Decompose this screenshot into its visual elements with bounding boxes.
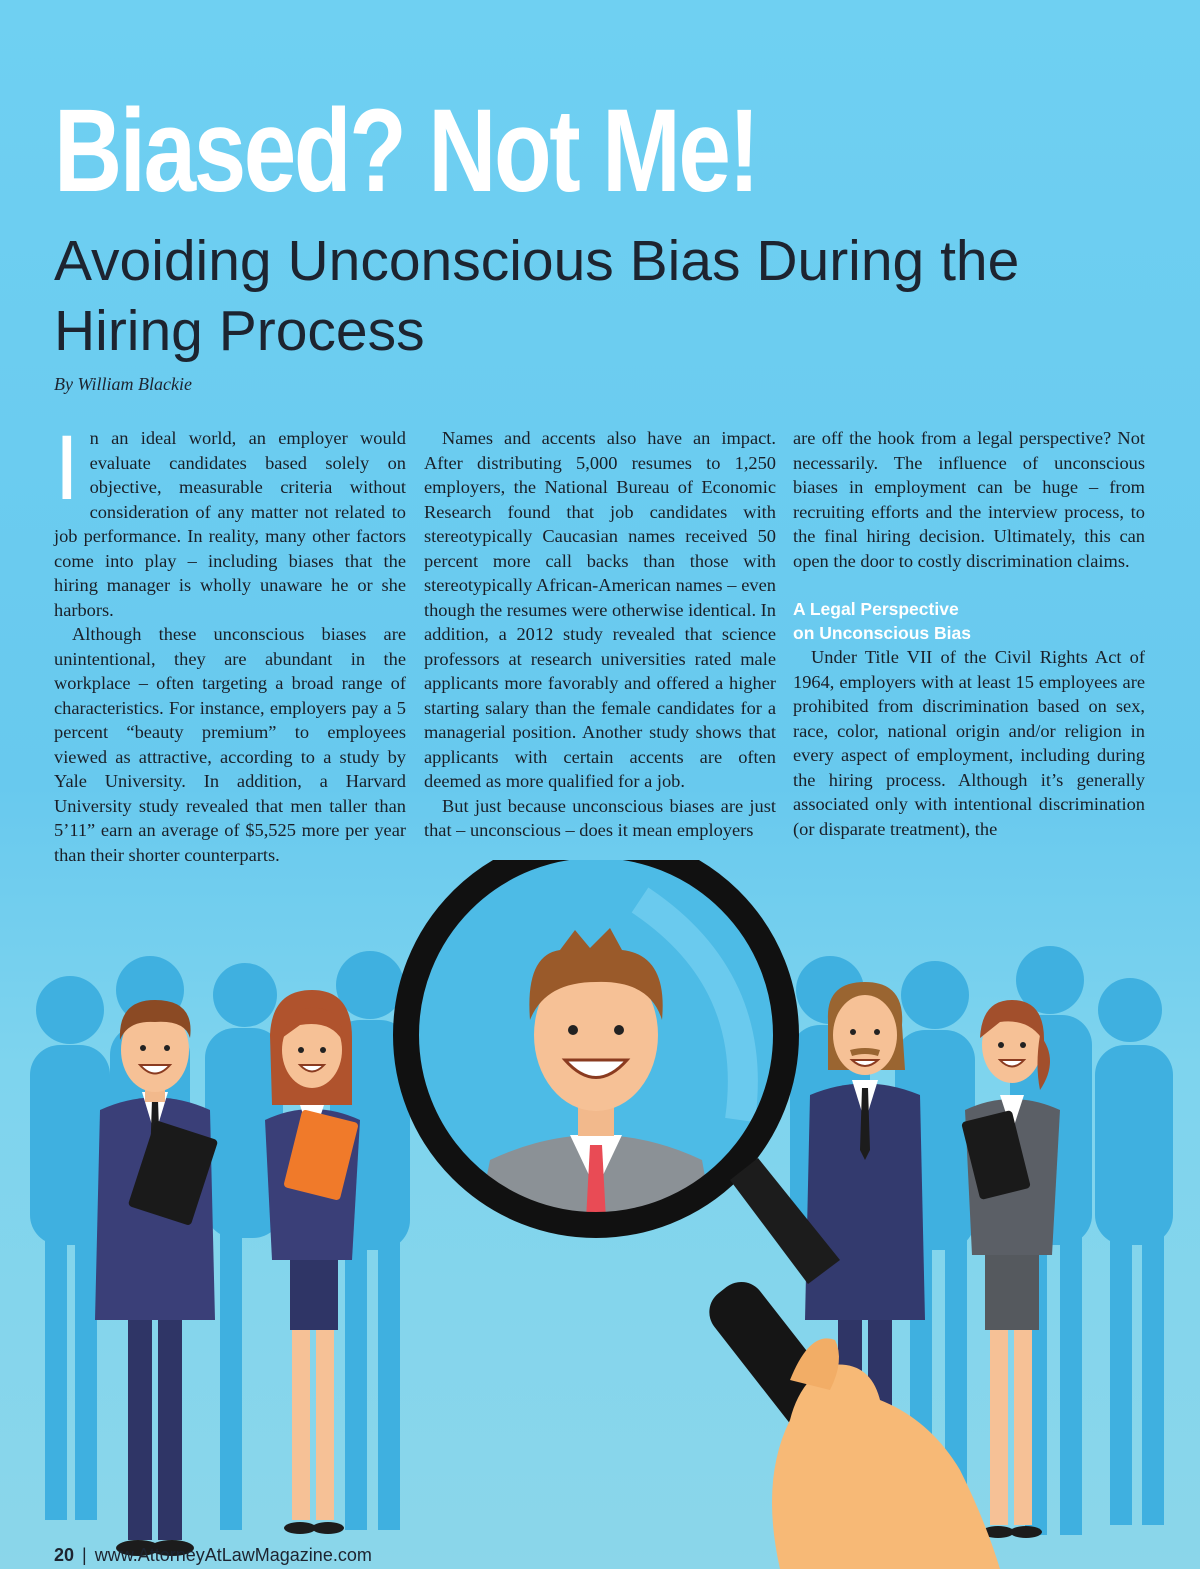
hiring-illustration [0,860,1200,1569]
paragraph: Under Title VII of the Civil Rights Act of 1964, employers with at least 15 employees are prohibited from discrimination based on sex, race, color, national origin and/or religion in every aspect of employment, including during the hiring process. Although it’s generally associated only with intentional discrimination (or disparate treatment), the [793,647,1145,839]
article-column-1 [54,417,406,867]
article-title: Biased? Not Me! [54,85,758,217]
paragraph: are off the hook from a legal perspective? Not necessarily. The influence of unconscious biases in employment can be huge – from recruiting efforts and the interview process, to the final hiring decision. Ultimately, this can open the door to costly discrimination claims. [793,428,1145,571]
paragraph [54,417,406,622]
paragraph-text: n an ideal world, an employer would evaluate candidates based solely on objective, measurable criteria without consideration of any matter not related to job performance. In reality, many other factors come into play – including biases that the hiring manager is wholly unaware he or she harbors. [54,428,406,620]
paragraph: Although these unconscious biases are unintentional, they are abundant in the workplace – often targeting a broad range of characteristics. For instance, employers pay a 5 percent “beauty premium” to employees viewed as attractive, according to a study by Yale University. In addition, a Harvard University study revealed that men taller than 5’11” earn an average of $5,525 more per year than their shorter counterparts. [54,624,406,865]
byline: By William Blackie [54,374,192,394]
article-column-3 [793,426,1145,841]
drop-cap: I [54,417,80,519]
paragraph: But just because unconscious biases are just that – unconscious – does it mean employers [424,795,776,840]
page-number: 20 [54,1545,75,1565]
paragraph: Names and accents also have an impact. After distributing 5,000 resumes to 1,250 employers, the National Bureau of Economic Research found that job candidates with stereotypically Caucasian names received 50 percent more call backs than those with stereotypically African-American names – even though the resumes were otherwise identical. In addition, a 2012 study revealed that science professors at research universities rated male applicants more favorably and offered a higher starting salary than the female candidates for a managerial position. Another study shows that applicants with certain accents are often deemed as more qualified for a job. [424,428,776,791]
subhead-line: on Unconscious Bias [793,623,971,643]
website-link[interactable]: www.AttorneyAtLawMagazine.com [94,1545,372,1565]
section-subhead [793,597,1145,645]
subhead-line: A Legal Perspective [793,599,959,619]
article-subtitle: Avoiding Unconscious Bias During the Hiring Process [54,229,1020,363]
page-footer [54,1544,372,1566]
footer-separator: | [82,1545,87,1565]
article-column-2 [424,426,776,843]
